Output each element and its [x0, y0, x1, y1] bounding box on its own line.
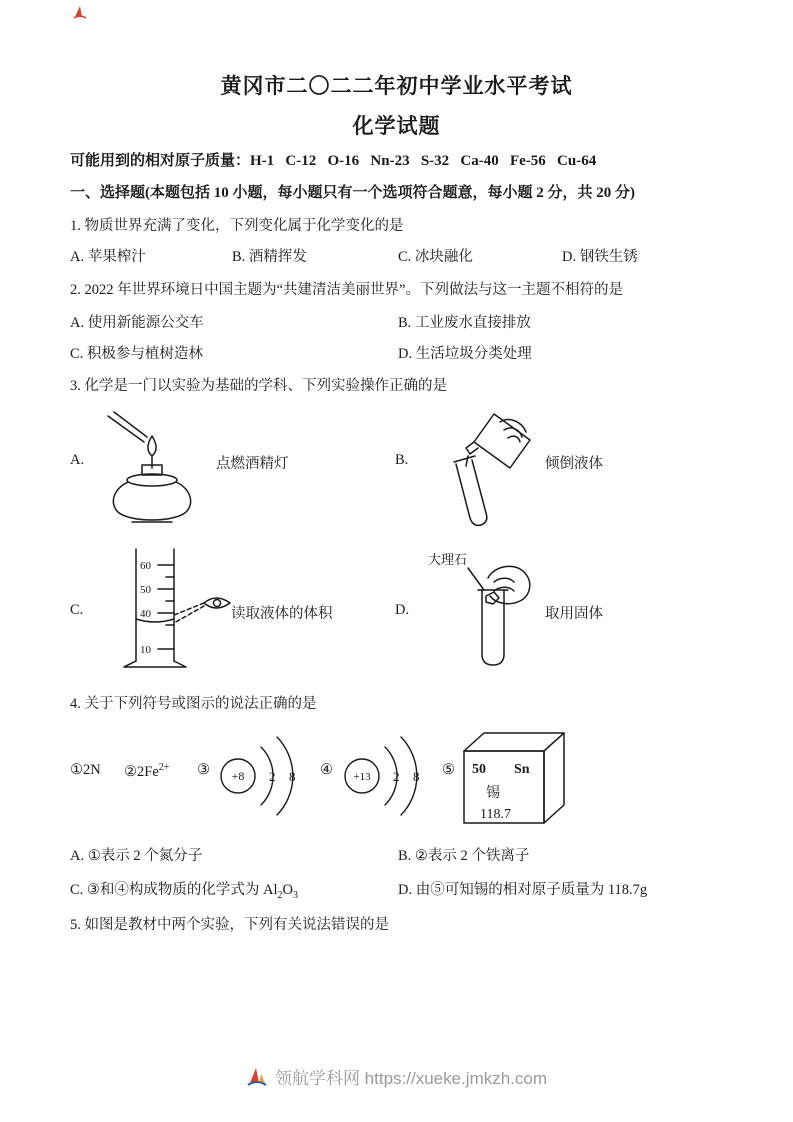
- q4-option-a: A. ①表示 2 个氮分子: [70, 848, 203, 864]
- alcohol-lamp-figure: [98, 408, 210, 530]
- taking-solid-figure: [424, 548, 544, 673]
- exam-title: 黄冈市二〇二二年初中学业水平考试: [220, 74, 573, 98]
- cylinder-scale-label: 10: [140, 644, 151, 656]
- q2-option-a: A. 使用新能源公交车: [70, 315, 204, 331]
- q4-symbol-4-label: ④: [320, 762, 333, 778]
- q4-symbol-2: [124, 762, 169, 781]
- atom4-shell1-count: 2: [393, 769, 400, 784]
- watermark-footer: [0, 1064, 793, 1089]
- q4-symbol-1: ①2N: [70, 762, 101, 778]
- atom3-shell1-count: 2: [269, 769, 276, 784]
- marble-annotation: 大理石: [428, 552, 468, 567]
- atom4-shell2-count: 8: [413, 769, 420, 784]
- tin-element-cell-figure: [458, 727, 570, 827]
- q4-symbol-3-label: ③: [197, 762, 210, 778]
- q2-stem: 2. 2022 年世界环境日中国主题为“共建清洁美丽世界”。下列做法与这一主题不相符的是: [70, 282, 623, 298]
- atom-structure-diagram-aluminum: [337, 730, 435, 822]
- q4-symbol-2-base: ②2Fe: [124, 763, 159, 780]
- q3-option-b-caption: 倾倒液体: [545, 456, 603, 472]
- q1-option-a: A. 苹果榨汁: [70, 249, 146, 265]
- q4-option-c-text: C. ③和④构成物质的化学式为 Al: [70, 882, 278, 898]
- q3-option-d-label: D.: [395, 602, 410, 618]
- q3-option-c-caption: 读取液体的体积: [231, 606, 333, 622]
- q3-option-b-label: B.: [395, 452, 409, 468]
- tin-atomic-number: 50: [472, 762, 486, 777]
- atom4-nucleus-label: +13: [353, 771, 371, 783]
- tin-name: 锡: [486, 786, 500, 801]
- pouring-liquid-figure: [444, 406, 544, 531]
- q2-option-b: B. 工业废水直接排放: [398, 315, 531, 331]
- q3-option-d-caption: 取用固体: [545, 606, 603, 622]
- q1-option-b: B. 酒精挥发: [232, 249, 307, 265]
- q4-symbol-2-charge: 2+: [158, 762, 170, 773]
- section-1-header: 一、选择题(本题包括 10 小题，每小题只有一个选项符合题意，每小题 2 分，共 20 分): [70, 185, 635, 201]
- q4-option-c: [70, 878, 298, 901]
- q4-option-c-sub1: 2: [277, 889, 283, 901]
- q1-option-d: D. 钢铁生锈: [562, 249, 638, 265]
- q4-option-d: D. 由⑤可知锡的相对原子质量为 118.7g: [398, 882, 648, 898]
- cylinder-scale-label: 50: [140, 584, 151, 596]
- q2-option-c: C. 积极参与植树造林: [70, 346, 203, 362]
- atom3-shell2-count: 8: [289, 769, 296, 784]
- exam-subtitle: 化学试题: [352, 114, 441, 138]
- q4-option-c-sub2: 3: [293, 889, 299, 901]
- watermark-logo-icon: [246, 1066, 268, 1088]
- q4-option-b: B. ②表示 2 个铁离子: [398, 848, 530, 864]
- q3-stem: 3. 化学是一门以实验为基础的学科、下列实验操作正确的是: [70, 378, 447, 394]
- tin-symbol: Sn: [514, 762, 530, 777]
- q1-option-c: C. 冰块融化: [398, 249, 473, 265]
- atom-structure-diagram-oxygen: [213, 730, 311, 822]
- cylinder-scale-label: 60: [140, 560, 151, 572]
- cylinder-scale-label: 40: [140, 608, 151, 620]
- q3-option-a-label: A.: [70, 452, 85, 468]
- q2-option-d: D. 生活垃圾分类处理: [398, 346, 532, 362]
- q4-stem: 4. 关于下列符号或图示的说法正确的是: [70, 696, 317, 712]
- q4-symbol-5-label: ⑤: [442, 762, 455, 778]
- q4-option-c-oxygen: O: [282, 882, 294, 898]
- tin-atomic-mass: 118.7: [480, 807, 511, 822]
- atomic-mass-line: 可能用到的相对原子质量：H-1 C-12 O-16 Nn-23 S-32 Ca-40 Fe-56 Cu-64: [70, 153, 597, 169]
- q5-stem: 5. 如图是教材中两个实验，下列有关说法错误的是: [70, 917, 389, 933]
- watermark-text: 领航学科网 https://xueke.jmkzh.com: [274, 1069, 548, 1088]
- atom3-nucleus-label: +8: [231, 769, 245, 783]
- q3-option-c-label: C.: [70, 602, 84, 618]
- q1-stem: 1. 物质世界充满了变化，下列变化属于化学变化的是: [70, 218, 404, 234]
- corner-watermark-icon: [72, 4, 88, 20]
- q3-option-a-caption: 点燃酒精灯: [216, 456, 289, 472]
- graduated-cylinder-figure: [108, 545, 243, 677]
